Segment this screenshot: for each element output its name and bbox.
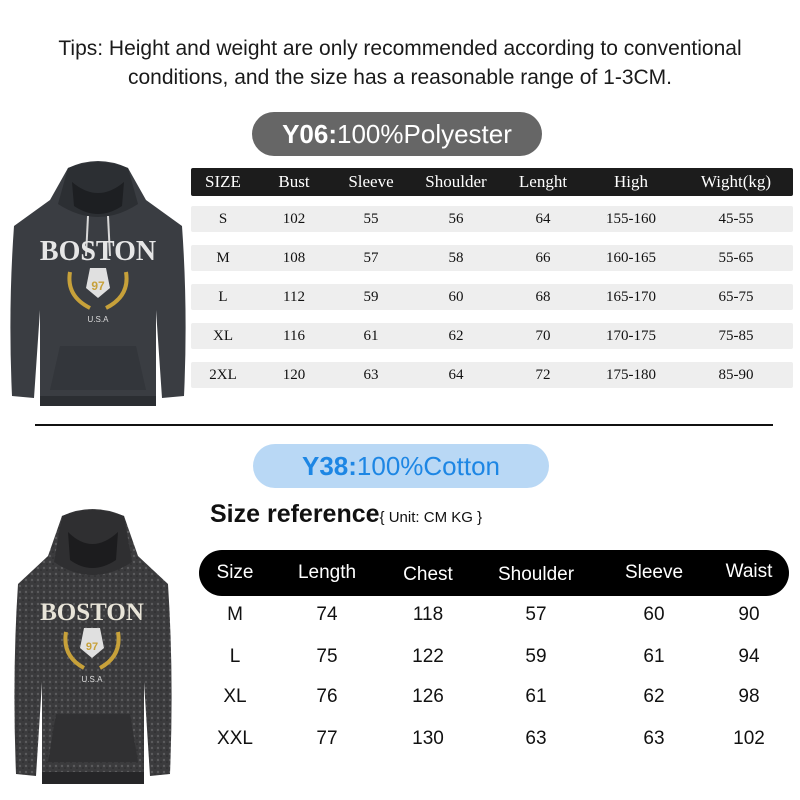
table-row [199,604,789,634]
cell: 63 [643,728,665,749]
table-row [191,206,793,232]
unit-note: { Unit: CM KG } [379,509,483,526]
table-row [191,323,793,349]
table-row [199,728,789,758]
print-number: 97 [91,279,105,293]
cell: XL [223,686,247,707]
cell: 94 [738,646,760,667]
cell: 64 [535,210,551,227]
print-tagline: U.S.A [81,675,103,684]
cell: L [218,288,228,305]
cell: 57 [525,604,547,625]
table-row [199,646,789,676]
cell: 77 [316,728,338,749]
cell: 74 [316,604,338,625]
header-cell: Wight(kg) [700,172,772,191]
cell: 70 [535,327,551,344]
table-row [191,284,793,310]
print-wordmark: BOSTON [40,599,144,626]
table-row [199,686,789,716]
cell: 116 [283,327,305,344]
cell: M [216,249,230,266]
cell: 63 [363,366,379,383]
cell: XXL [217,728,253,749]
cell: 61 [363,327,379,344]
cell: 60 [643,604,665,625]
material-label: 100%Polyester [337,119,512,149]
cell: 63 [525,728,547,749]
print-tagline: U.S.A [87,315,109,324]
header-cell: Sleeve [624,562,684,583]
cell: 62 [448,327,464,344]
cell: 90 [738,604,760,625]
cell: 60 [448,288,464,305]
header-cell: Waist [725,561,773,582]
cell: 76 [316,686,338,707]
cell: 112 [283,288,305,305]
cell: XL [213,327,233,344]
cell: 45-55 [718,210,754,227]
cell: 160-165 [606,249,656,266]
header-cell: Size [216,562,254,583]
header-cell: Sleeve [348,172,394,191]
cell: 102 [733,728,765,749]
cell: 56 [448,210,464,227]
cell: 75 [316,646,338,667]
header-cell: Shoulder [497,564,575,585]
tips-line-1: Tips: Height and weight are only recommended according to conventional [58,37,742,60]
cell: 155-160 [606,210,656,227]
cell: 58 [448,249,464,266]
material-badge-y06 [252,112,542,156]
section-divider [35,424,773,426]
size-reference-heading: Size reference [210,500,380,528]
cell: 85-90 [718,366,754,383]
cell: 55 [363,210,379,227]
cell: 108 [282,249,306,266]
cell: 64 [448,366,464,383]
hoodie-polyester-image [6,160,190,410]
table-header [191,168,793,196]
size-reference-title [210,500,482,529]
header-cell: Length [297,562,357,583]
table-row [191,245,793,271]
header-cell: SIZE [205,172,241,191]
cell: 59 [525,646,547,667]
cell: 130 [412,728,444,749]
hoodie-cotton-image [12,506,174,788]
cell: 118 [412,604,444,625]
tips-line-2: conditions, and the size has a reasonable range of 1-3CM. [127,66,672,89]
header-cell: High [614,172,648,191]
cell: 98 [738,686,760,707]
table-row [191,362,793,388]
header-cell: Lenght [518,172,568,191]
cell: 62 [643,686,665,707]
cell: S [218,210,228,227]
material-badge-y38 [253,444,549,488]
cell: 65-75 [718,288,754,305]
cell: 126 [412,686,444,707]
style-code: Y06: [282,119,338,149]
cell: 61 [525,686,547,707]
table-header [199,550,789,596]
cell: 72 [535,366,551,383]
cell: 75-85 [718,327,754,344]
material-label: 100%Cotton [356,451,501,481]
cell: 57 [363,249,379,266]
cell: 102 [282,210,306,227]
cell: 122 [412,646,444,667]
cell: 170-175 [606,327,656,344]
tips-text [0,34,800,92]
header-cell: Chest [403,564,453,585]
cell: 61 [643,646,665,667]
cell: 66 [535,249,551,266]
cell: 59 [363,288,379,305]
cell: 2XL [209,366,237,383]
print-number: 97 [85,641,99,653]
cell: 68 [535,288,551,305]
header-cell: Shoulder [425,172,487,191]
style-code: Y38: [301,451,357,481]
cell: L [229,646,241,667]
cell: 120 [282,366,306,383]
cell: 55-65 [718,249,754,266]
cell: M [227,604,243,625]
cell: 165-170 [606,288,656,305]
print-wordmark: BOSTON [39,236,157,267]
header-cell: Bust [278,172,310,191]
cell: 175-180 [606,366,656,383]
